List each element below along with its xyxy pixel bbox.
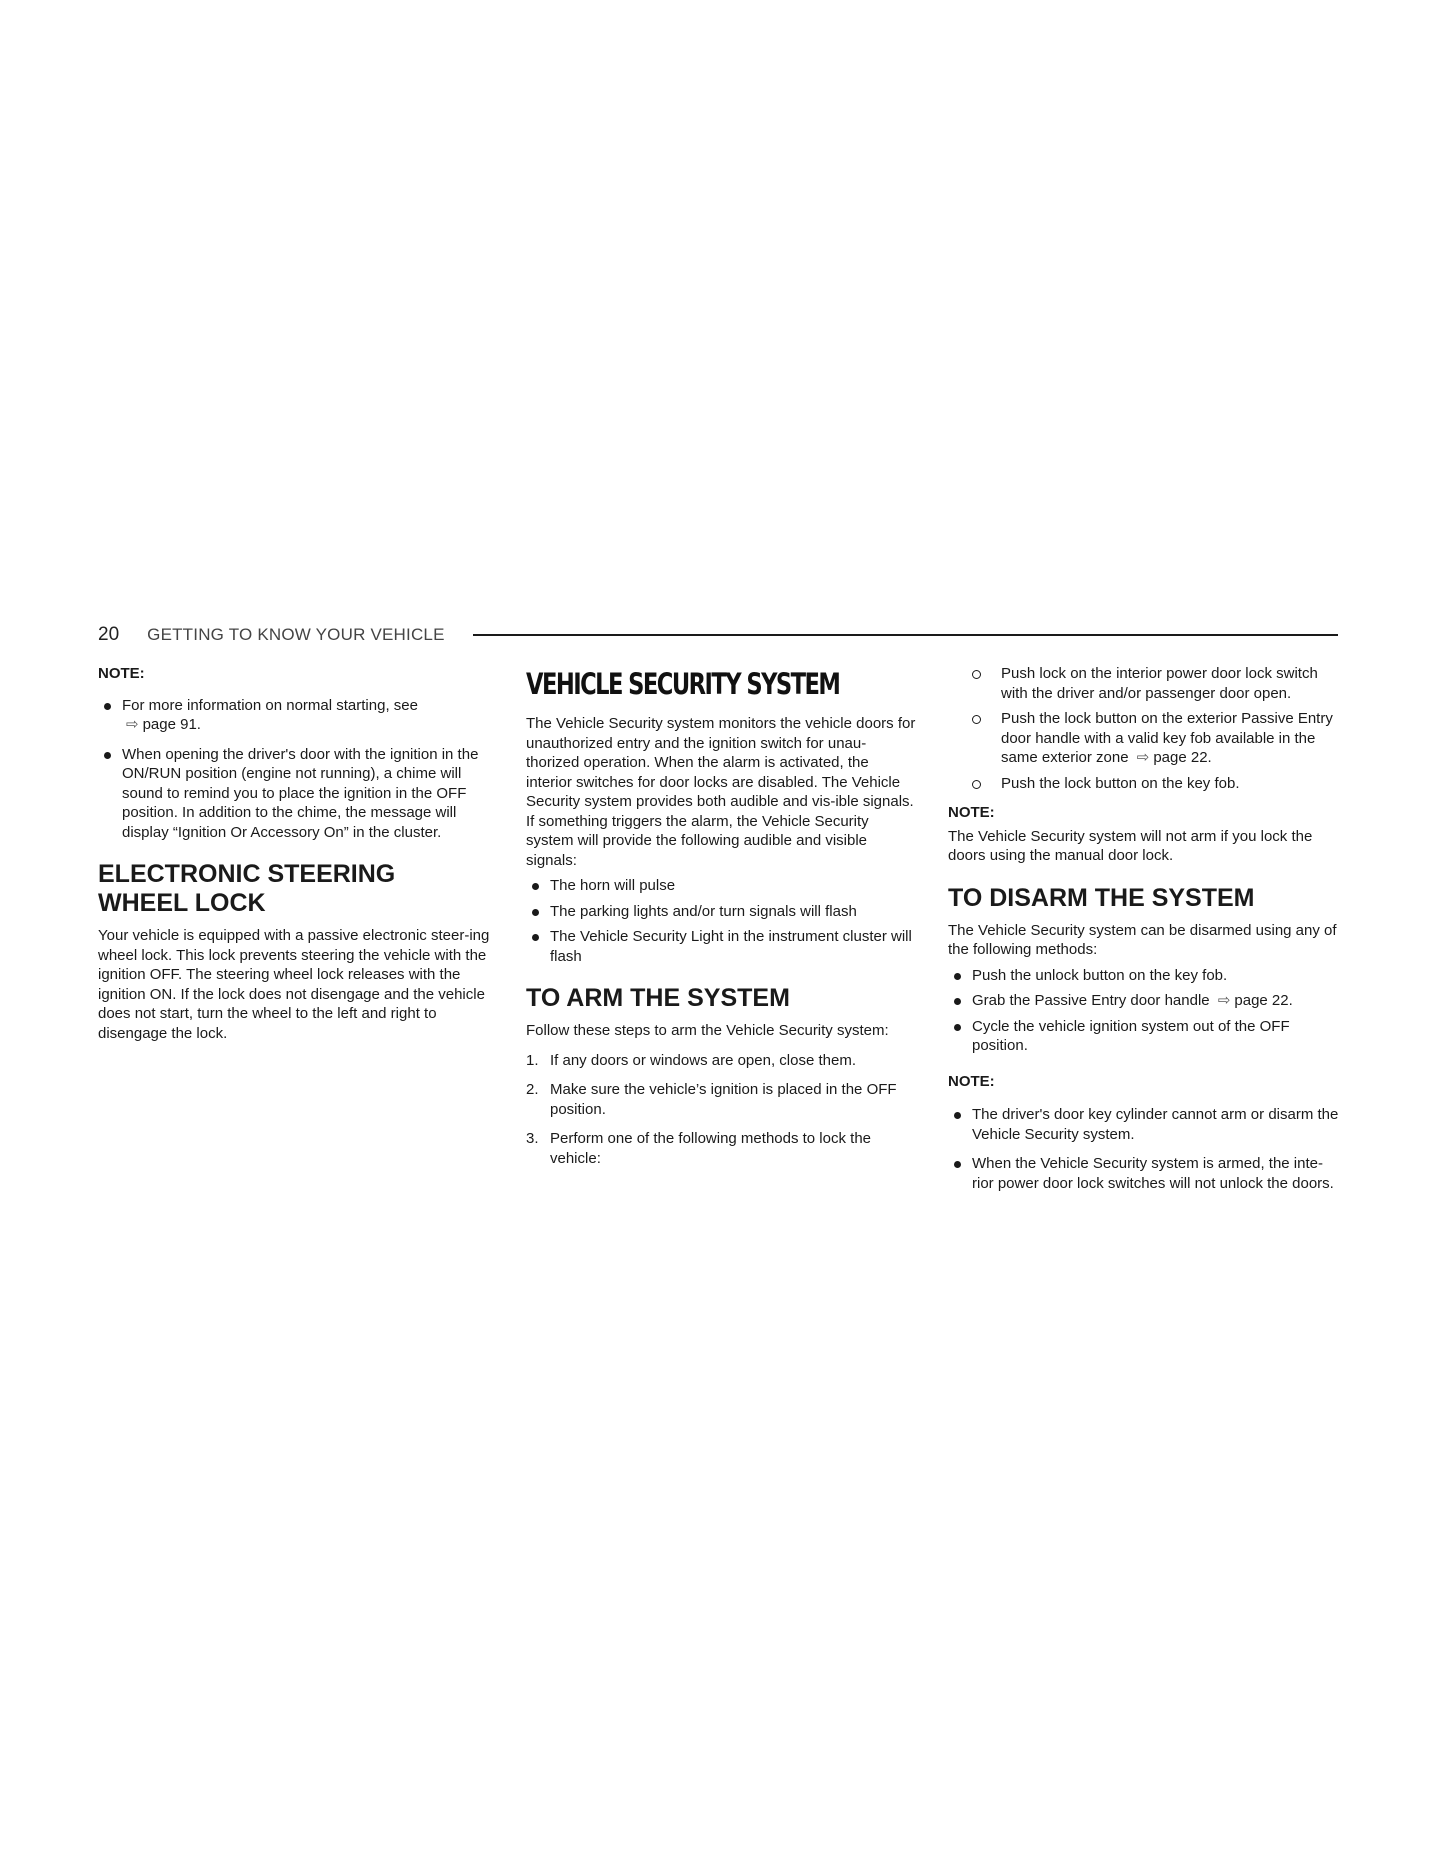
note-label: NOTE:	[948, 1072, 995, 1090]
arrow-right-icon: ⇨	[1136, 749, 1150, 766]
list-item: The Vehicle Security Light in the instrument cluster will flash	[526, 927, 918, 966]
list-item: Cycle the vehicle ignition system out of the OFF position.	[948, 1017, 1340, 1056]
arrow-right-icon: ⇨	[126, 716, 139, 733]
disarm-methods-list	[948, 966, 1340, 1056]
lock-methods-list	[948, 664, 1340, 793]
list-item: Push the lock button on the exterior Passive Entry door handle with a valid key fob available in the same exterior zone ⇨ page 22.	[948, 709, 1340, 768]
list-item: 3. Perform one of the following methods to lock the vehicle:	[526, 1130, 872, 1167]
note-list	[948, 1105, 1340, 1193]
page-header	[98, 622, 1338, 648]
section-heading: TO DISARM THE SYSTEM	[948, 883, 1255, 912]
page-reference[interactable]: ⇨ page 22.	[1136, 749, 1212, 766]
steps-list	[526, 1051, 918, 1169]
list-item: The driver's door key cylinder cannot arm or disarm the Vehicle Security system.	[948, 1105, 1340, 1144]
list-item: When the Vehicle Security system is armed, the inte-rior power door lock switches will not unlock the doors.	[948, 1154, 1340, 1193]
list-item: The horn will pulse	[526, 876, 918, 896]
paragraph: Follow these steps to arm the Vehicle Security system:	[526, 1022, 889, 1039]
signals-list	[526, 876, 918, 966]
list-item: Push the lock button on the key fob.	[948, 774, 1340, 794]
paragraph: Your vehicle is equipped with a passive electronic steer-ing wheel lock. This lock prevents steering the vehicle with the ignition OFF. The steering wheel lock releases with the ignition ON. If the lock does not disengage and the vehicle does not start, turn the wheel to the left and right to disengage the lock.	[98, 927, 490, 1042]
page-number: 20	[98, 624, 120, 645]
header-rule	[473, 634, 1338, 636]
list-item: 2. Make sure the vehicle’s ignition is placed in the OFF position.	[526, 1081, 897, 1118]
section-title: GETTING TO KNOW YOUR VEHICLE	[147, 625, 445, 644]
list-item: Push the unlock button on the key fob.	[948, 966, 1340, 986]
arrow-right-icon: ⇨	[1217, 992, 1231, 1009]
list-item-text: For more information on normal starting, see	[122, 696, 418, 714]
column-right	[948, 664, 1340, 1203]
paragraph: The Vehicle Security system monitors the vehicle doors for unauthorized entry and the ignition switch for unau-thorized operation. When the alarm is activated, the interior switches for door locks are disabled. The Vehicle Security system provides both audible and vis-ible signals. If something triggers the alarm, the Vehicle Security system will provide the following audible and visible signals:	[526, 715, 916, 869]
section-heading: ELECTRONIC STEERING WHEEL LOCK	[98, 860, 396, 917]
note-label: NOTE:	[948, 804, 995, 821]
paragraph: The Vehicle Security system will not arm if you lock the doors using the manual door lock.	[948, 827, 1313, 864]
list-item: 1. If any doors or windows are open, close them.	[526, 1051, 856, 1069]
paragraph: The Vehicle Security system can be disarmed using any of the following methods:	[948, 921, 1337, 958]
note-label: NOTE:	[98, 665, 145, 682]
list-item-text: When opening the driver's door with the ignition in the ON/RUN position (engine not running), a chime will sound to remind you to place the ignition in the OFF position. In addition to the chime, the message will display “Ignition Or Accessory On” in the cluster.	[122, 745, 479, 841]
section-heading: TO ARM THE SYSTEM	[526, 984, 790, 1012]
list-item: The parking lights and/or turn signals will flash	[526, 902, 918, 922]
list-item	[98, 696, 490, 735]
note-list	[98, 696, 490, 843]
chapter-title: VEHICLE SECURITY SYSTEM	[526, 667, 840, 701]
page-reference[interactable]: ⇨ page 91.	[126, 716, 201, 733]
column-middle	[526, 664, 918, 1178]
list-item	[98, 745, 490, 843]
list-item: Push lock on the interior power door lock switch with the driver and/or passenger door open.	[948, 664, 1340, 703]
page-reference[interactable]: ⇨ page 22.	[1217, 992, 1293, 1009]
list-item: Grab the Passive Entry door handle ⇨ page 22.	[948, 991, 1340, 1011]
column-left	[98, 664, 490, 1049]
